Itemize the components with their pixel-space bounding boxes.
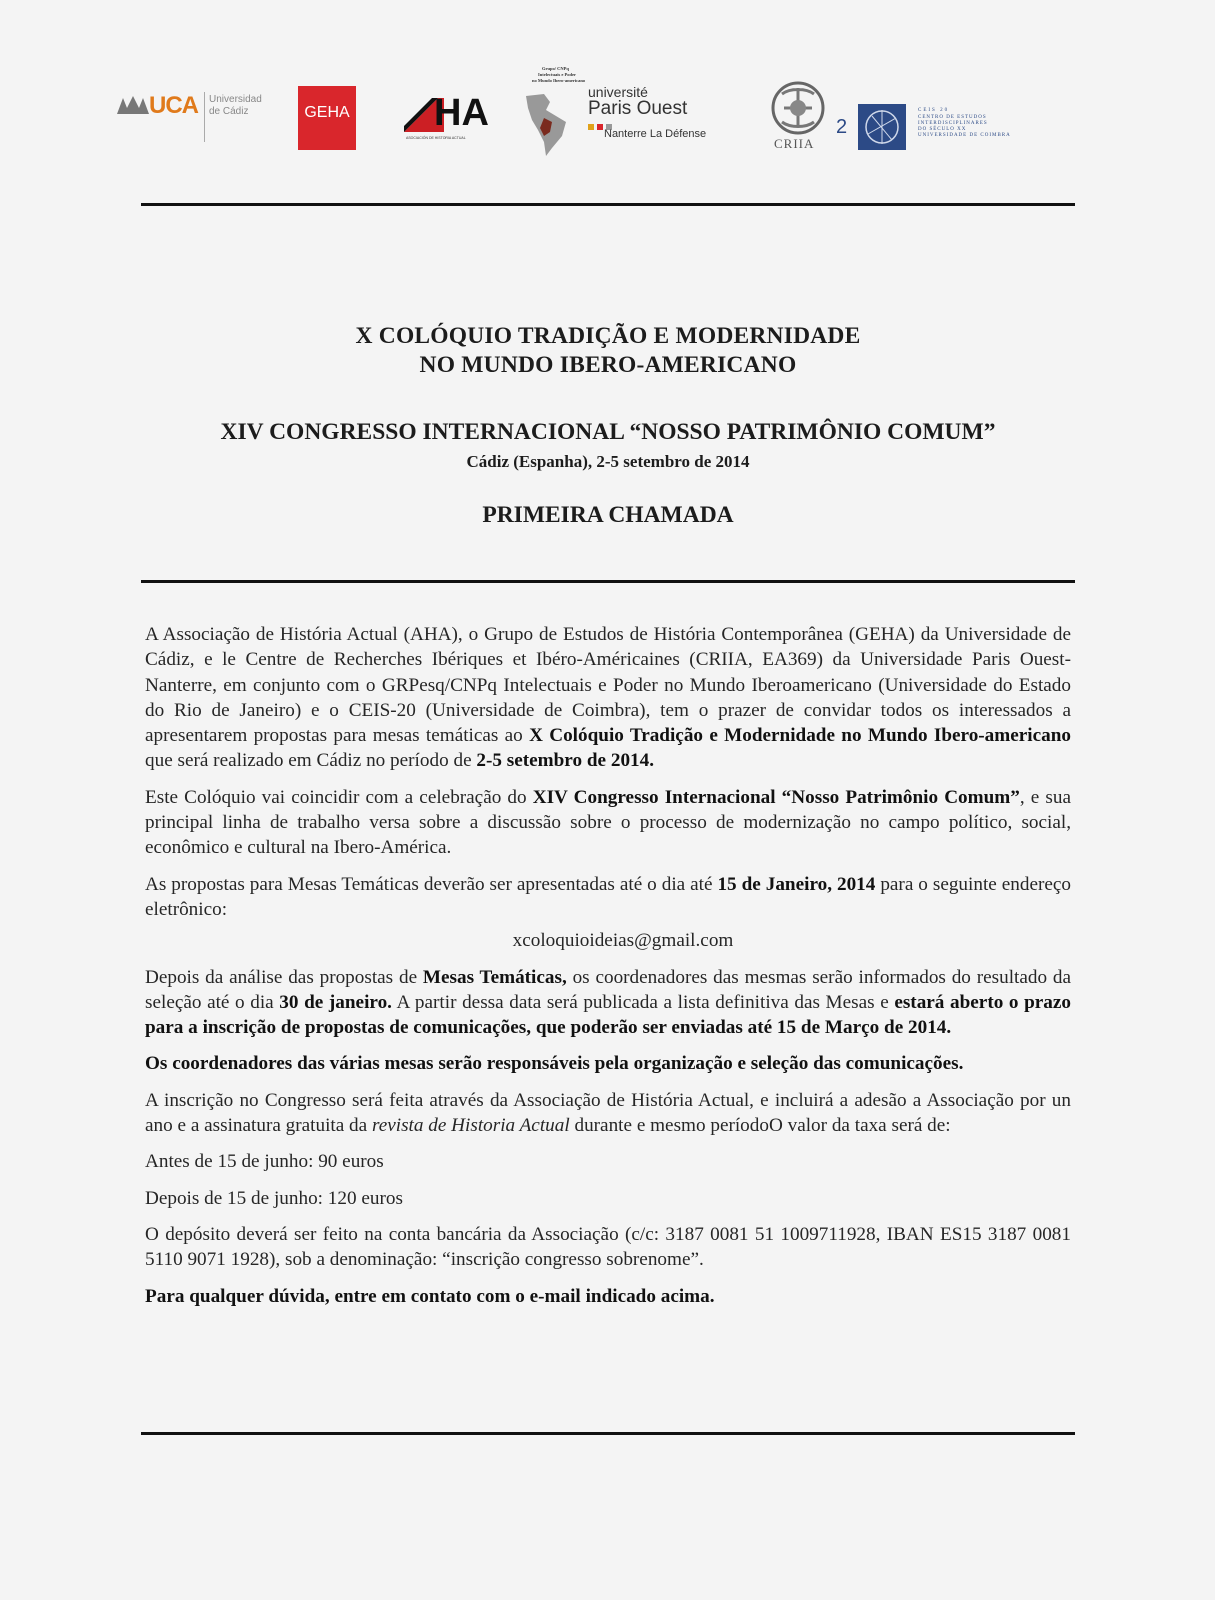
uca-logo [115,90,265,150]
uca-title: UCA [149,92,198,119]
footer-rule [141,1432,1075,1435]
paris-ouest-logo [522,66,712,158]
payment-paragraph: O depósito deverá ser feito na conta bancária da Associação (c/c: 3187 0081 51 1009711928, IBAN ES15 3187 0081 5110 9071 1928), sob a denominação: “inscrição congresso sobrenome”. [145,1223,1071,1271]
criia-emblem-icon [770,80,826,136]
uca-subtitle-1: Universidad [209,94,262,105]
call-heading: PRIMEIRA CHAMADA [482,502,734,528]
colloquium-title-line-1: X COLÓQUIO TRADIÇÃO E MODERNIDADE [355,323,861,349]
title-rule [141,580,1075,583]
criia-text: CRIIA [774,136,815,151]
geha-text: GEHA [304,104,350,121]
ceis-line-2: CENTRO DE ESTUDOS [918,115,987,120]
registration-paragraph: A inscrição no Congresso será feita através da Associação de História Actual, e incluirá a adesão a Associação por un ano e a assinatura gratuita da revista de Historia Actual durante e mesmo períodoO valor da taxa será de: [145,1089,1071,1137]
intro-paragraph: A Associação de História Actual (AHA), o Grupo de Estudos de História Contemporânea (GEHA) da Universidade de Cádiz, e le Centre de Recherches Ibériques et Ibéro-Américaines (CRIIA, EA369) da Universidade Paris Ouest-Nanterre, em conjunto com o GRPesq/CNPq Intelectuais e Poder no Mundo Iberoamericano (Universidade do Estado do Rio de Janeiro) e o CEIS-20 (Universidade de Coimbra), tem o prazer de convidar todos os interessados a apresentarem propostas para mesas temáticas ao X Colóquio Tradição e Modernidade no Mundo Ibero-americano que será realizado em Cádiz no período de 2-5 setembro de 2014. [145,624,1071,772]
aha-text: HA [434,92,489,134]
congress-paragraph: Este Colóquio vai coincidir com a celebração do XIV Congresso Internacional “Nosso Patrimônio Comum”, e sua principal linha de trabalho versa sobre a discussão sobre o processo de modernização no campo político, social, econômico e cultural na Ibero-América. [145,786,1071,859]
contact-email[interactable]: xcoloquioideias@gmail.com [512,930,734,952]
ceis-line-1: CEIS 20 [918,108,950,113]
ceis-line-3: INTERDISCIPLINARES [918,121,988,126]
header-rule [141,203,1075,206]
ceis-line-4: DO SÉCULO XX [918,127,967,132]
document-body [145,622,1071,1320]
geha-logo [298,86,356,150]
footer-note: Para qualquer dúvida, entre em contato com o e-mail indicado acima. [145,1285,715,1307]
fee-before: Antes de 15 de junho: 90 euros [145,1151,384,1173]
coordinators-paragraph: Os coordenadores das várias mesas serão responsáveis pela organização e seleção das comunicações. [145,1053,964,1075]
criia-logo [770,80,826,152]
deadline-paragraph: As propostas para Mesas Temáticas deverão ser apresentadas até o dia até 15 de Janeiro, 2014 para o seguinte endereço eletrônico: [145,873,1071,920]
grpesq-line-1: Grupo/ CNPq [542,66,569,71]
uca-subtitle-2: de Cádiz [209,106,249,117]
grpesq-line-3: no Mundo Ibero-americano [532,78,586,83]
paris-line-1: université [588,84,648,100]
congress-title: XIV CONGRESSO INTERNACIONAL “NOSSO PATRIMÔNIO COMUM” [220,419,996,445]
grpesq-line-2: Intelectuais e Poder [538,72,576,77]
americas-map-icon [522,92,568,158]
place-date: Cádiz (Espanha), 2-5 setembro de 2014 [466,452,750,471]
paris-line-3: Nanterre La Défense [604,128,707,140]
colloquium-title-line-2: NO MUNDO IBERO-AMERICANO [419,352,797,378]
paris-line-2: Paris Ouest [588,98,688,119]
aha-logo [404,92,504,146]
logo-bar [0,60,1215,170]
title-block [141,322,1075,529]
selection-paragraph: Depois da análise das propostas de Mesas Temáticas, os coordenadores das mesmas serão informados do resultado da seleção até o dia 30 de janeiro. A partir dessa data será publicada a lista definitiva das Mesas e estará aberto o prazo para a inscrição de propostas de comunicações, que poderão ser enviadas até 15 de Março de 2014. [145,966,1072,1039]
fee-after: Depois de 15 de junho: 120 euros [145,1187,403,1209]
uca-crest-icon [115,94,151,118]
uca-divider [204,92,205,142]
aha-subtitle: ASOCIACIÓN DE HISTORIA ACTUAL [406,136,466,140]
ceis20-logo [858,104,1068,152]
ceis-line-5: UNIVERSIDADE DE COIMBRA [918,133,1011,138]
ceis-emblem-icon [858,104,906,150]
ceis-number: 2 [836,116,848,138]
